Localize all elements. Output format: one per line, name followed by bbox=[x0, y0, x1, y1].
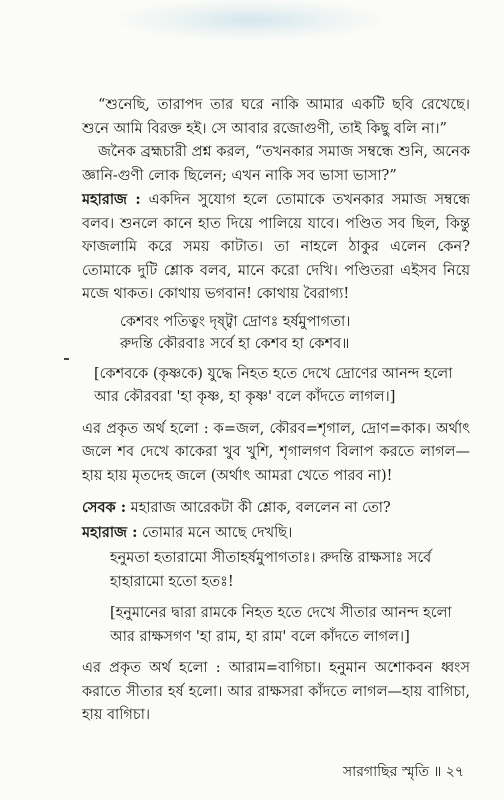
translation-note-1: [কেশবকে (কৃষ্ণকে) যুদ্ধে নিহত হতে দেখে দ্রোণের আনন্দ হলো আর কৌরবরা 'হা কৃষ্ণ, হা কৃষ্ণ' বলে কাঁদতে লাগল।] bbox=[94, 365, 453, 405]
sloka-verse-2: হনুমতা হতারামো সীতাহর্ষমুপাগতাঃ। রুদন্তি রাক্ষসাঃ সর্বে হাহারামো হতো হতঃ! bbox=[110, 550, 432, 590]
maharaj-answer-paragraph bbox=[82, 521, 470, 546]
maharaj-reply-paragraph bbox=[82, 188, 470, 307]
answer-text: তোমার মনে আছে দেখছি। bbox=[137, 524, 293, 541]
real-meaning-paragraph-2: এর প্রকৃত অর্থ হলো : আরাম=বাগিচা। হনুমান অশোকবন ধ্বংস করাতে সীতার হর্ষ হলো। আর রাক্ষসরা কাঁদতে লাগল—হায় বাগিচা, হায় বাগিচা। bbox=[82, 660, 470, 723]
sevak-question-paragraph bbox=[82, 496, 470, 521]
page-body bbox=[82, 94, 470, 728]
scan-smudge bbox=[120, 0, 380, 40]
question-text: মহারাজ আরেকটা কী শ্লোক, বললেন না তো? bbox=[126, 500, 391, 516]
speaker-label: মহারাজ : bbox=[82, 191, 141, 208]
quote-paragraph: “শুনেছি, তারাপদ তার ঘরে নাকি আমার একটি ছবি রেখেছে। শুনে আমি বিরক্ত হই। সে আবার রজোগুণী, তাই কিছু বলি না।” bbox=[82, 97, 470, 137]
reply-text: একদিন সুযোগ হলে তোমাকে তখনকার সমাজ সম্বন্ধে বলব। শুনলে কানে হাত দিয়ে পালিয়ে যাবে। পণ্ডিত সব ছিল, কিন্তু ফাজলামি করে সময় কাটাত। তা নাহলে ঠাকুর এলেন কেন? তোমাকে দুটি শ্লোক বলব, মানে করো দেখি। পণ্ডিতরা এইসব নিয়ে মজে থাকত। কোথায় ভগবান! কোথায় বৈরাগ্য! bbox=[82, 192, 470, 302]
question-paragraph: জনৈক ব্রহ্মচারী প্রশ্ন করল, “তখনকার সমাজ সম্বন্ধে শুনি, অনেক জ্ঞানি-গুণী লোক ছিলেন; এখন নাকি সব ভাসা ভাসা?” bbox=[82, 144, 470, 184]
speaker-label: মহারাজ : bbox=[82, 523, 138, 541]
verse-line: রুদন্তি কৌরবাঃ সর্বে হা কেশব হা কেশব॥ bbox=[120, 335, 350, 352]
sloka-verse-1 bbox=[120, 311, 470, 355]
margin-mark bbox=[64, 358, 69, 360]
running-footer: সারগাছির স্মৃতি ॥ ২৭ bbox=[342, 764, 464, 780]
real-meaning-paragraph-1: এর প্রকৃত অর্থ হলো : ক=জল, কৌরব=শৃগাল, দ্রোণ=কাক। অর্থাৎ জলে শব দেখে কাকেরা খুব খুশি, শৃগালগণ বিলাপ করতে লাগল—হায় হায় মৃতদেহ জলে (অর্থাৎ আমরা খেতে পারব না)! bbox=[82, 420, 470, 484]
verse-line: কেশবং পতিত্বং দৃষ্ট্বা দ্রোণঃ হর্ষমুপাগতা। bbox=[120, 313, 351, 330]
speaker-label: সেবক : bbox=[82, 499, 127, 516]
translation-note-2: [হনুমানের দ্বারা রামকে নিহত হতে দেখে সীতার আনন্দ হলো আর রাক্ষসগণ 'হা রাম, হা রাম' বলে কাঁদতে লাগল।] bbox=[110, 605, 452, 645]
